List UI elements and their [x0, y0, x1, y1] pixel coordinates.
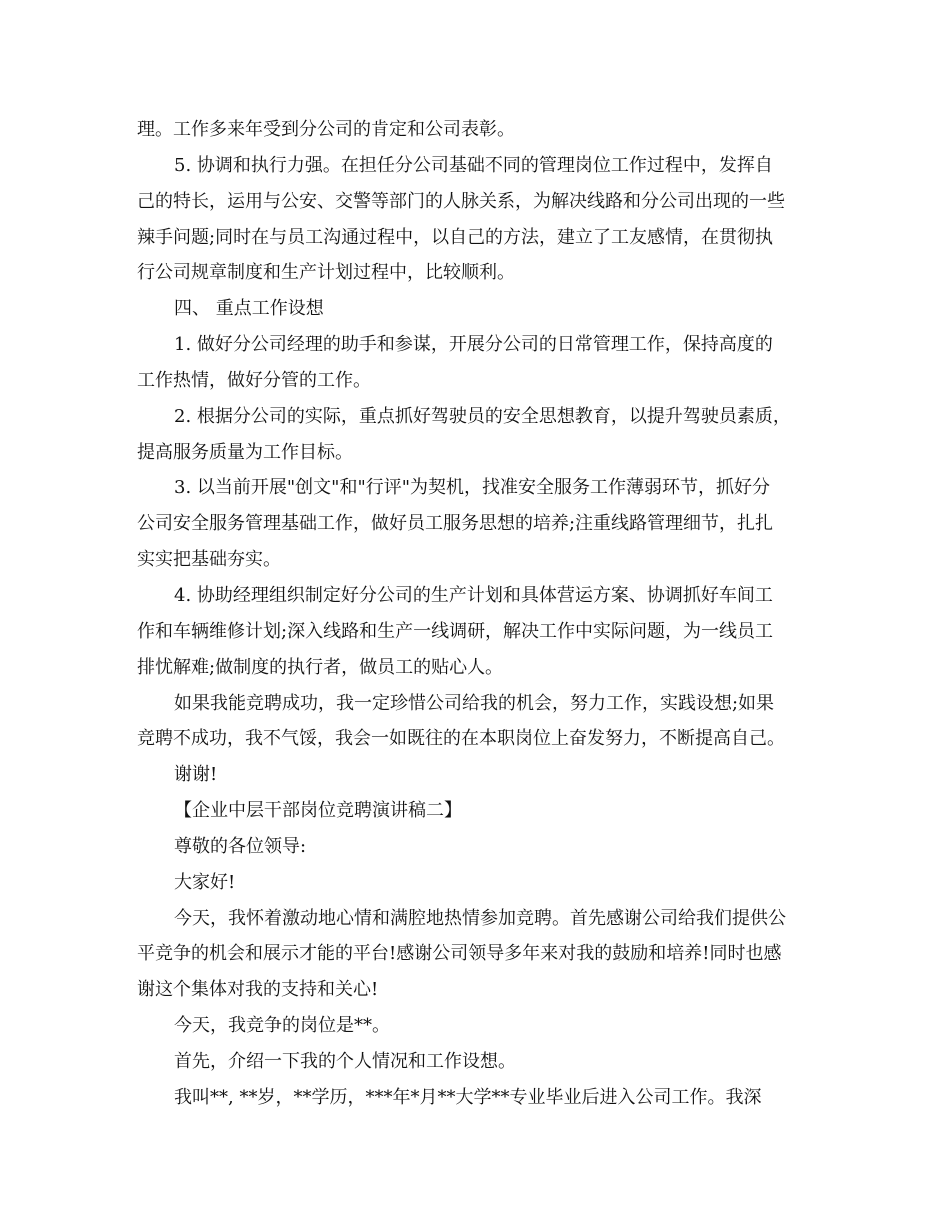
document-line: 公司安全服务管理基础工作，做好员工服务思想的培养;注重线路管理细节，扎扎: [137, 513, 774, 535]
document-line: 1. 做好分公司经理的助手和参谋，开展分公司的日常管理工作，保持高度的: [174, 334, 773, 356]
document-line: 实实把基础夯实。: [137, 549, 281, 571]
document-line: 4. 协助经理组织制定好分公司的生产计划和具体营运方案、协调抓好车间工: [174, 584, 773, 606]
document-line: 3. 以当前开展"创文"和"行评"为契机，找准安全服务工作薄弱环节，抓好分: [174, 477, 771, 499]
document-line: 首先，介绍一下我的个人情况和工作设想。: [174, 1050, 516, 1072]
document-line: 大家好!: [174, 871, 236, 893]
document-line: 竞聘不成功，我不气馁，我会一如既往的在本职岗位上奋发努力，不断提高自己。: [137, 728, 785, 750]
document-line: 四、 重点工作设想: [174, 298, 324, 320]
document-line: 今天，我怀着激动地心情和满腔地热情参加竞聘。首先感谢公司给我们提供公: [174, 907, 786, 929]
document-line: 5. 协调和执行力强。在担任分公司基础不同的管理岗位工作过程中，发挥自: [174, 154, 773, 176]
document-line: 尊敬的各位领导:: [174, 835, 307, 857]
document-line: 如果我能竞聘成功，我一定珍惜公司给我的机会，努力工作，实践设想;如果: [174, 692, 775, 714]
document-line: 今天，我竞争的岗位是**。: [174, 1015, 390, 1037]
document-line: 排忧解难;做制度的执行者，做员工的贴心人。: [137, 656, 504, 678]
document-line: 工作热情，做好分管的工作。: [137, 369, 371, 391]
document-line: 作和车辆维修计划;深入线路和生产一线调研，解决工作中实际问题，为一线员工: [137, 620, 774, 642]
document-line: 行公司规章制度和生产计划过程中，比较顺利。: [137, 262, 515, 284]
document-line: 辣手问题;同时在与员工沟通过程中，以自己的方法，建立了工友感情，在贯彻执: [137, 226, 774, 248]
document-line: 理。工作多来年受到分公司的肯定和公司表彰。: [137, 119, 515, 140]
document-line: 谢谢!: [174, 764, 218, 786]
document-line: 【企业中层干部岗位竞聘演讲稿二】: [174, 800, 462, 822]
document-line: 2. 根据分公司的实际，重点抓好驾驶员的安全思想教育，以提升驾驶员素质，: [174, 405, 791, 427]
document-line: 提高服务质量为工作目标。: [137, 441, 353, 463]
document-line: 己的特长，运用与公安、交警等部门的人脉关系，为解决线路和分公司出现的一些: [137, 190, 785, 212]
document-line: 谢这个集体对我的支持和关心!: [137, 979, 379, 1001]
document-line: 我叫**, **岁，**学历，***年*月**大学**专业毕业后进入公司工作。我深: [174, 1086, 762, 1108]
document-line: 平竞争的机会和展示才能的平台!感谢公司领导多年来对我的鼓励和培养!同时也感: [137, 943, 782, 965]
document-body: [137, 112, 827, 1116]
